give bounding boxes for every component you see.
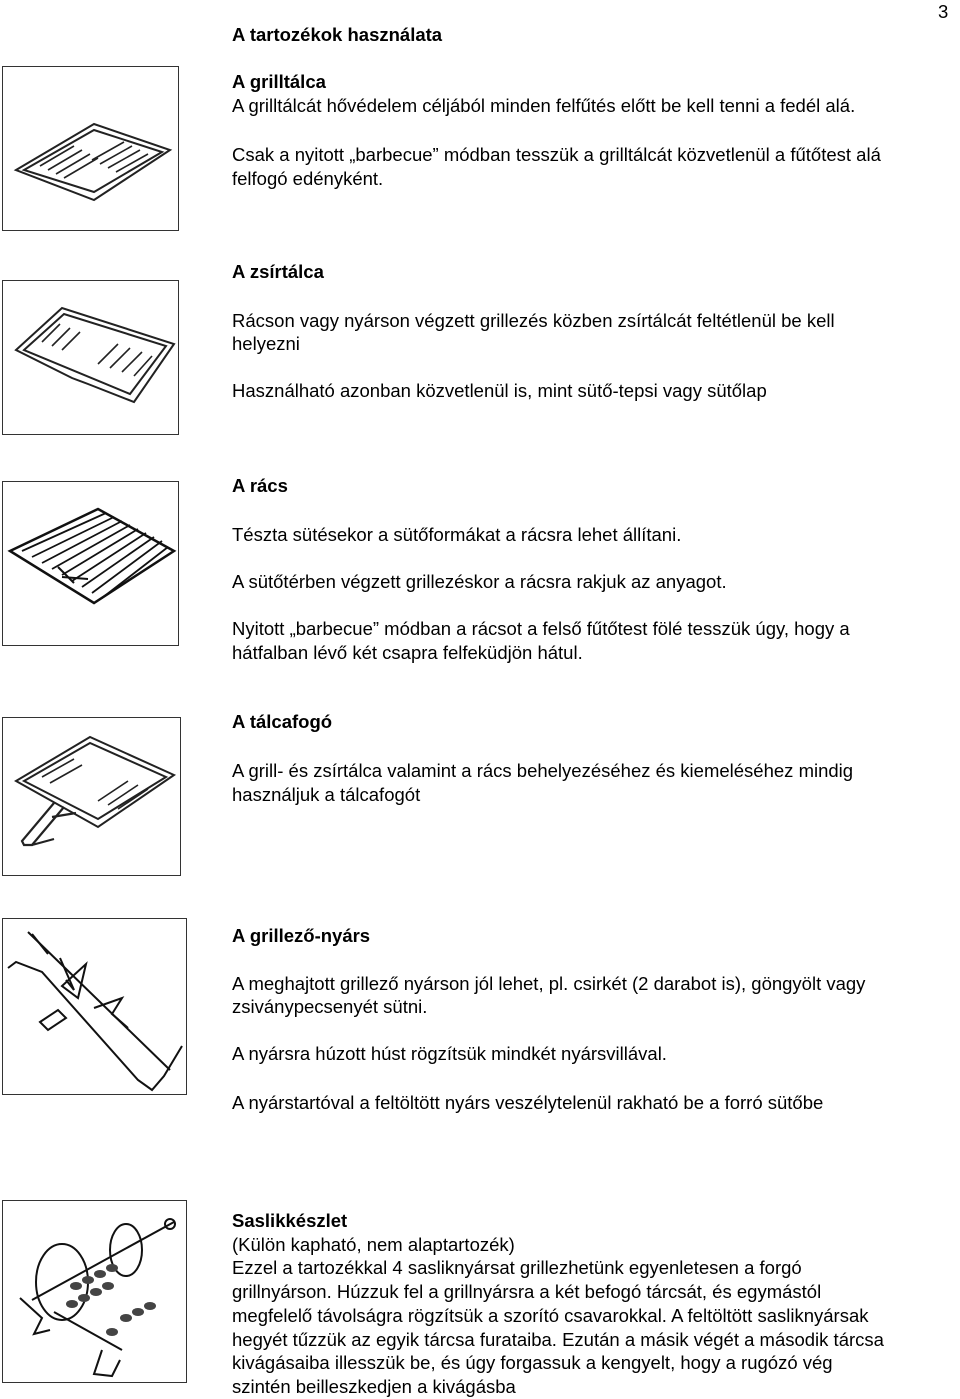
- grill-tray-text-3: felfogó edényként.: [232, 168, 384, 189]
- rack-text-3: Nyitott „barbecue” módban a rácsot a felső fűtőtest fölé tesszük úgy, hogy a: [232, 618, 850, 639]
- tray-holder-text-2: használjuk a tálcafogót: [232, 784, 421, 805]
- spit-text-1: A meghajtott grillező nyárson jól lehet, pl. csirkét (2 darabot is), göngyölt vagy: [232, 973, 866, 994]
- spit-text-3: A nyársra húzott húst rögzítsük mindkét nyársvillával.: [232, 1043, 667, 1064]
- kebab-set-text-1: (Külön kapható, nem alaptartozék): [232, 1234, 515, 1255]
- section-title-fat-tray: A zsírtálca: [232, 261, 324, 282]
- rack-text-1: Tészta sütésekor a sütőformákat a rácsra lehet állítani.: [232, 524, 682, 545]
- fat-tray-icon: [2, 280, 180, 436]
- rack-text-4: hátfalban lévő két csapra felfeküdjön hátul.: [232, 642, 583, 663]
- fat-tray-text-2: helyezni: [232, 333, 300, 354]
- kebab-set-text-3: grillnyárson. Húzzuk fel a grillnyársra a két befogó tárcsát, és egymástól: [232, 1281, 822, 1302]
- tray-holder-icon: [2, 717, 182, 877]
- section-title-grill-tray: A grilltálca: [232, 71, 326, 92]
- page-title: A tartozékok használata: [232, 24, 443, 45]
- section-title-rack: A rács: [232, 475, 288, 496]
- rack-text-2: A sütőtérben végzett grillezéskor a rácsra rakjuk az anyagot.: [232, 571, 727, 592]
- grill-tray-text-2: Csak a nyitott „barbecue” módban tesszük a grilltálcát közvetlenül a fűtőtest alá: [232, 144, 881, 165]
- tray-holder-text-1: A grill- és zsírtálca valamint a rács behelyezéséhez és kiemeléséhez mindig: [232, 760, 854, 781]
- kebab-set-icon: [2, 1200, 188, 1384]
- kebab-set-text-7: szintén beilleszkedjen a kivágásba: [232, 1376, 516, 1397]
- rack-icon: [2, 481, 180, 647]
- grill-tray-icon: [2, 66, 180, 232]
- fat-tray-text-1: Rácson vagy nyárson végzett grillezés közben zsírtálcát feltétlenül be kell: [232, 310, 835, 331]
- kebab-set-text-4: megfelelő távolságra rögzítsük a szorító csavarokkal. A feltöltött sasliknyársak: [232, 1305, 869, 1326]
- section-title-tray-holder: A tálcafogó: [232, 711, 333, 732]
- spit-text-4: A nyárstartóval a feltöltött nyárs veszélytelenül rakható be a forró sütőbe: [232, 1092, 824, 1113]
- page-number: 3: [938, 1, 949, 22]
- kebab-set-text-2: Ezzel a tartozékkal 4 sasliknyársat grillezhetünk egyenletesen a forgó: [232, 1257, 802, 1278]
- kebab-set-text-5: hegyét tűzzük az egyik tárcsa furataiba. Ezután a másik végét a második tárcsa: [232, 1329, 884, 1350]
- section-title-kebab-set: Saslikkészlet: [232, 1210, 348, 1231]
- fat-tray-text-3: Használható azonban közvetlenül is, mint sütő-tepsi vagy sütőlap: [232, 380, 767, 401]
- spit-text-2: zsiványpecsenyét sütni.: [232, 996, 428, 1017]
- kebab-set-text-6: kivágásaiba illesszük be, és úgy forgassuk a kengyelt, hogy a rugózó vég: [232, 1352, 833, 1373]
- grill-tray-text-1: A grilltálcát hővédelem céljából minden felfűtés előtt be kell tenni a fedél alá.: [232, 95, 856, 116]
- spit-icon: [2, 918, 188, 1096]
- section-title-spit: A grillező-nyárs: [232, 925, 371, 946]
